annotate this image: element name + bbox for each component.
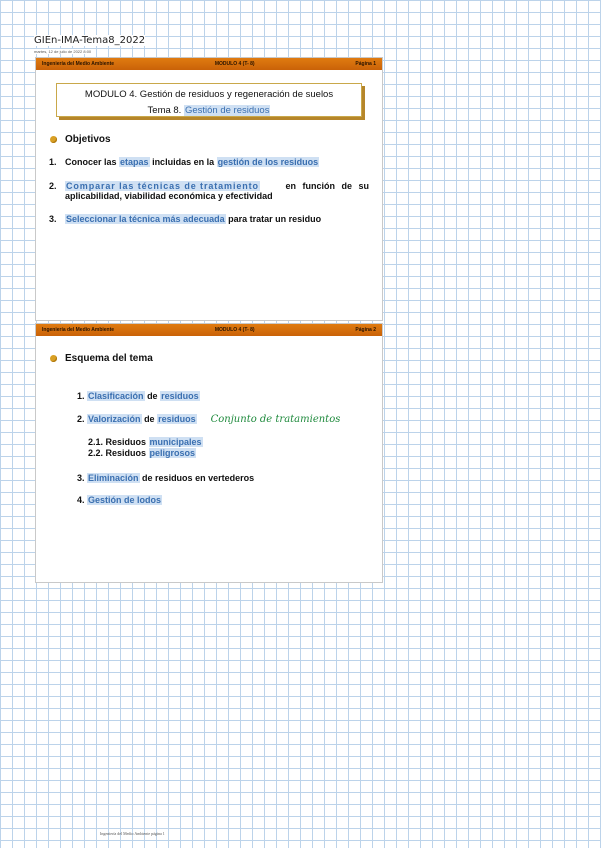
slide-2-header [36,324,382,336]
scheme-item-2-2 [88,448,196,458]
highlight-text: Valorización [88,414,141,424]
topic-title: Gestión de residuos [184,105,270,116]
slide-title-line1: MODULO 4. Gestión de residuos y regeneración de suelos [84,89,334,100]
note-title: GIEn-IMA-Tema8_2022 [34,35,146,46]
highlight-text: Gestión de lodos [88,495,162,505]
item-number: 3. [77,473,85,483]
highlight-text: Comparar las técnicas de tratamiento [66,181,259,191]
objective-3 [49,214,321,224]
note-date: martes, 12 de julio de 2022 8:00 [34,49,92,54]
highlight-text: Seleccionar la técnica más adecuada [66,214,225,224]
item-text: de [141,414,158,424]
highlight-text: residuos [158,414,196,424]
highlight-text: gestión de los residuos [217,157,319,167]
highlight-text: Clasificación [88,391,144,401]
highlight-text: peligrosos [149,448,196,458]
header-course: Ingeniería del Medio Ambiente [42,61,115,67]
page-footer: Ingeniería del Medio Ambiente página 1 [100,831,165,836]
highlight-text: Eliminación [88,473,139,483]
bullet-dot-icon [50,136,57,143]
objective-1 [49,157,319,167]
scheme-item-4 [77,495,162,505]
header-page: Página 1 [355,61,376,67]
item-number: 2.2. [88,448,104,458]
objective-text: Conocer las [65,157,120,167]
objective-text: aplicabilidad, viabilidad económica y efectividad [65,191,273,201]
bullet-label: Esquema del tema [65,353,153,364]
objective-number: 2. [49,181,57,191]
item-number: 1. [77,391,85,401]
scheme-item-2-1 [88,437,203,447]
section-bullet-objectives [50,134,111,145]
scheme-item-3 [77,473,254,483]
scheme-item-1 [77,391,200,401]
objective-number: 1. [49,157,57,167]
item-text: Residuos [105,437,149,447]
objective-text: para tratar un residuo [225,214,322,224]
item-text: de [144,391,161,401]
header-module: MODULO 4 (T- 8) [214,61,255,67]
highlight-text: residuos [161,391,199,401]
item-number: 2. [77,414,85,424]
objective-2 [49,181,369,201]
highlight-text: municipales [149,437,202,447]
objective-number: 3. [49,214,57,224]
bullet-dot-icon [50,355,57,362]
objective-text: en función de su [285,181,369,191]
handwritten-note: Conjunto de tratamientos [210,414,341,425]
section-bullet-scheme [50,353,153,364]
header-module: MODULO 4 (T- 8) [214,327,255,333]
objective-text: incluidas en la [149,157,217,167]
scheme-item-2 [77,414,340,425]
item-text: de residuos en vertederos [139,473,255,483]
slide-title-box [56,83,362,117]
header-course: Ingeniería del Medio Ambiente [42,327,115,333]
slide-2 [35,323,383,583]
slide-1-header [36,58,382,70]
highlight-text: etapas [120,157,149,167]
header-page: Página 2 [355,327,376,333]
topic-number: Tema 8. [147,105,182,116]
item-text: Residuos [105,448,149,458]
bullet-label: Objetivos [65,134,111,145]
slide-1 [35,57,383,321]
slide-title-line2 [57,105,361,116]
item-number: 4. [77,495,85,505]
item-number: 2.1. [88,437,104,447]
